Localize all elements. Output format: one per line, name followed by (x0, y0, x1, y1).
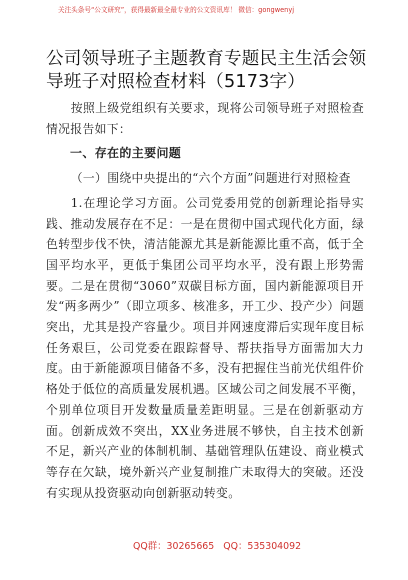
subsection-heading: （一）围绕中央提出的“六个方面”问题进行对照检查 (70, 171, 351, 186)
intro-paragraph: 按照上级党组织有关要求，现将公司领导班子对照检查情况报告如下： (46, 101, 364, 136)
body-paragraph: 1.在理论学习方面。公司党委用党的创新理论指导实践、推动发展存在不足：一是在贯彻中国式现代化方面，绿色转型步伐不快，清洁能源尤其是新能源比重不高，低于全国平均水平，更低于集团公司平均水平，没有跟上形势需要。二是在贯彻“3060”双碳目标方面，国内新能源项目开发“两多两少”（即立项多、核准多，开工少、投产少）问题突出，尤其是投产容量少。项目并网速度滞后实现年度目标任务艰巨，公司党委在跟踪督导、帮扶指导方面需加大力度。由于新能源项目储备不多，没有把握住当前光伏组件价格处于低位的高质量发展机遇。区域公司之间发展不平衡，个别单位项目开发数量质量差距明显。三是在创新驱动方面。创新成效不突出，XX业务进展不够快，自主技术创新不足，新兴产业的体制机制、基础管理队伍建设、商业模式等存在欠缺，境外新兴产业复制推广未取得大的突破。还没有实现从投资驱动向创新驱动转变。 (46, 195, 364, 500)
section-heading: 一、存在的主要问题 (70, 146, 182, 161)
contact-footer (133, 538, 333, 552)
qq-group-text: QQ群：30265665 (133, 541, 215, 552)
document-body (46, 98, 364, 503)
document-title: 公司领导班子主题教育专题民主生活会领导班子对照检查材料（5173字） (46, 49, 367, 92)
qq-text: QQ：535304092 (223, 541, 302, 552)
promo-banner: 关注头条号“公文研究”，获得最新最全最专业的公文资讯库！ 微信：gongwenyj (58, 6, 295, 14)
